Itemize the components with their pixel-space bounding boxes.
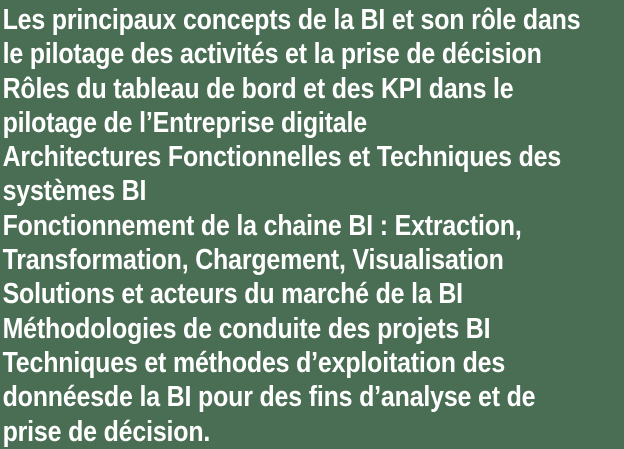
topic-line: Solutions et acteurs du marché de la BI <box>2 278 463 311</box>
topic-line: Méthodologies de conduite des projets BI <box>2 312 491 345</box>
topic-line: donnéesde la BI pour des fins d’analyse et de <box>2 381 536 414</box>
topic-line: Techniques et méthodes d’exploitation des <box>2 346 506 379</box>
topic-line: prise de décision. <box>2 415 211 448</box>
topic-line: Les principaux concepts de la BI et son rôle dans <box>2 4 581 36</box>
topic-line: Fonctionnement de la chaine BI : Extraction, <box>2 209 522 242</box>
topic-line: systèmes BI <box>2 175 147 208</box>
topic-line: Architectures Fonctionnelles et Techniques des <box>2 141 562 174</box>
topic-line: Rôles du tableau de bord et des KPI dans le <box>2 72 514 105</box>
topic-line: pilotage de l’Entreprise digitale <box>2 106 367 139</box>
topic-line: le pilotage des activités et la prise de décision <box>2 38 542 71</box>
topic-line: Transformation, Chargement, Visualisation <box>2 244 504 277</box>
